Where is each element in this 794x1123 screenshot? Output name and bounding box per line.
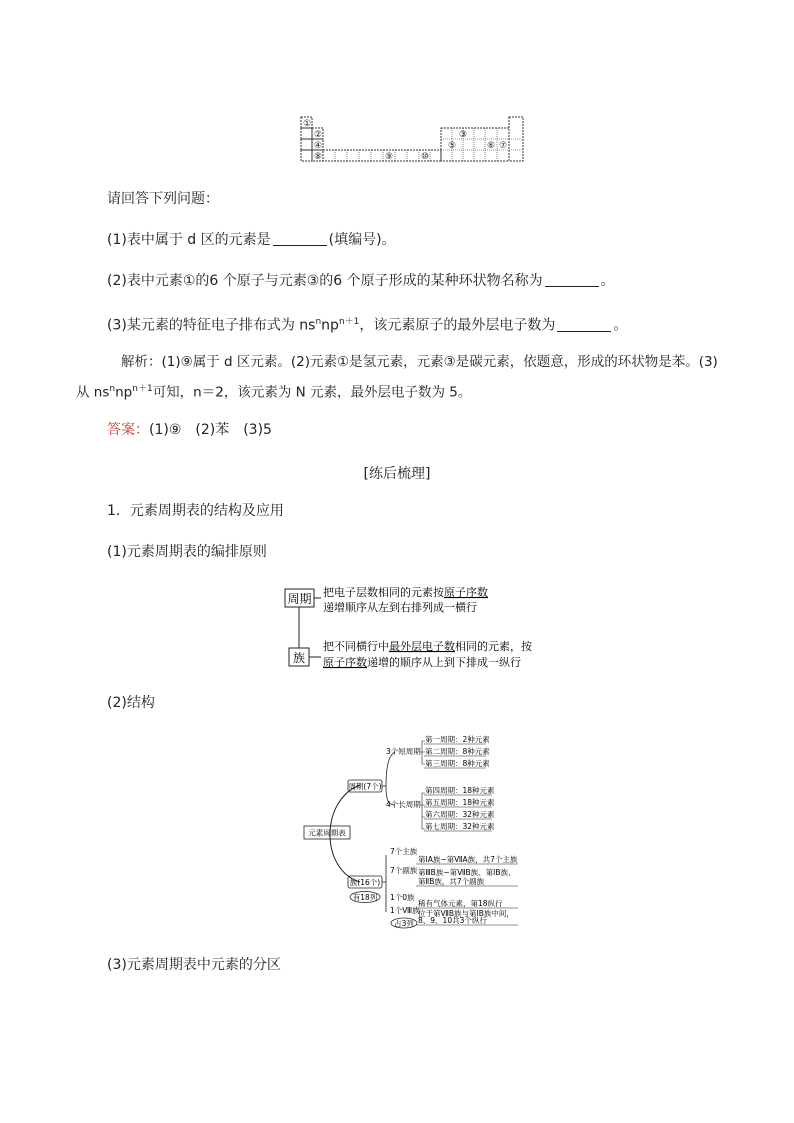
period-2: 第二周期：8种元素: [425, 747, 490, 756]
sub-groups-label: 7个副族: [390, 866, 418, 875]
cell-2: ②: [313, 130, 323, 140]
main-groups-label: 7个主族: [390, 847, 418, 856]
q2-text-b: 。: [600, 273, 615, 289]
three-columns-label: 占3列: [394, 919, 414, 928]
groups-label: 族(16个): [349, 878, 381, 887]
root-label: 元素周期表: [308, 828, 346, 838]
cell-6: ⑥: [486, 141, 496, 151]
q3-sup-1: n: [315, 317, 322, 327]
eighteen-columns-label: 有18列: [352, 893, 378, 902]
period-4: 第四周期：18种元素: [425, 786, 495, 795]
q1-blank: [273, 231, 327, 246]
cell-1: ①: [302, 119, 312, 129]
group-text-2a: 原子序数: [323, 656, 367, 669]
q3-blank: [557, 317, 611, 332]
answer-text: (1)⑨ (2)苯 (3)5: [149, 422, 272, 438]
group-label: 族: [292, 651, 306, 665]
analysis-line-2-b: 可知，n＝2，该元素为 N 元素，最外层电子数为 5。: [152, 384, 472, 401]
q2-text-a: (2)表中元素①的6 个原子与元素③的6 个原子形成的某种环状物名称为: [107, 273, 543, 289]
cell-5: ⑤: [447, 141, 457, 151]
group-text-1: [323, 639, 533, 653]
sub-groups-desc-1: 第ⅢB族~第ⅦB族、第ⅠB族、: [418, 868, 516, 877]
q1-text-b: (填编号)。: [328, 232, 396, 248]
period-text-2: 递增顺序从左到右排列成一横行: [323, 601, 477, 614]
short-periods-label: 3个短周期: [386, 747, 421, 756]
periodic-table-figure: [298, 116, 528, 162]
cell-9: ⑨: [384, 152, 394, 162]
q1-text-a: (1)表中属于 d 区的元素是: [107, 232, 271, 248]
cell-3: ③: [458, 130, 468, 140]
q3-text-c: 。: [613, 317, 628, 334]
group-text-2b: 递增的顺序从上到下排成一纵行: [367, 656, 521, 669]
structure-diagram: [300, 730, 530, 930]
analysis-mid: np: [115, 384, 133, 401]
section-title: [练后梳理]: [363, 466, 431, 482]
period-3: 第三周期：8种元素: [425, 759, 490, 768]
period-text-1: [323, 585, 488, 599]
group-text-2: [323, 655, 521, 669]
sub-3-title: (3)元素周期表中元素的分区: [107, 957, 281, 973]
q3-sup-2: n＋1: [338, 317, 360, 327]
cell-8: ⑧: [313, 152, 323, 162]
period-1: 第一周期：2种元素: [425, 735, 490, 744]
long-periods-label: 4个长周期: [386, 800, 421, 809]
zero-group-desc: 稀有气体元素，第18纵行: [418, 899, 503, 908]
cell-7: ⑦: [498, 141, 508, 151]
analysis-line-2-a: 从 ns: [76, 384, 110, 401]
sub-groups-desc-2: 第ⅡB族，共7个副族: [418, 877, 485, 886]
main-groups-desc: 第ⅠA族~第ⅦA族，共7个主族: [418, 855, 518, 864]
sub-1-title: (1)元素周期表的编排原则: [107, 544, 267, 560]
group-text-1c: 相同的元素，按: [455, 640, 532, 653]
analysis-line-2: [76, 379, 471, 403]
q3-text-b: ，该元素原子的最外层电子数为: [359, 317, 556, 334]
question-1: [107, 230, 396, 250]
question-intro: 请回答下列问题：: [107, 191, 219, 207]
q2-blank: [545, 272, 599, 287]
analysis-sup-1: n: [109, 384, 116, 394]
cell-4: ④: [313, 141, 323, 151]
group-text-1b: 最外层电子数: [389, 640, 455, 653]
period-text-1a: 把电子层数相同的元素按: [323, 586, 444, 599]
item-1-title: 1．元素周期表的结构及应用: [107, 503, 284, 519]
q3-text-a: (3)某元素的特征电子排布式为 ns: [107, 317, 316, 334]
group-viii-label: 1个Ⅷ族: [390, 906, 420, 915]
period-label: 周期: [287, 592, 312, 606]
period-text-1b: 原子序数: [444, 586, 488, 599]
question-3: [107, 312, 627, 336]
analysis-line-1: 解析：(1)⑨属于 d 区元素。(2)元素①是氢元素，元素③是碳元素，依题意，形成的环状物是苯。(3): [121, 354, 718, 370]
sub-2-title: (2)结构: [107, 695, 155, 711]
period-5: 第五周期：18种元素: [425, 798, 495, 807]
group-text-1a: 把不同横行中: [323, 640, 389, 653]
question-2: [107, 271, 615, 291]
answer-label: 答案：: [107, 422, 149, 438]
group-viii-desc-2: 8、9、10共3个纵行: [418, 916, 487, 925]
principles-diagram: [283, 580, 553, 670]
q3-mid: np: [321, 317, 339, 334]
cell-10: ⑩: [420, 152, 430, 162]
period-7: 第七周期：32种元素: [425, 822, 495, 831]
analysis-sup-2: n＋1: [132, 384, 153, 394]
answer-line: [107, 420, 272, 440]
periods-label: 周期(7个): [348, 782, 382, 791]
zero-group-label: 1个0族: [390, 893, 415, 902]
group-viii-desc-1: 位于第ⅦB族与第ⅠB族中间，: [418, 909, 514, 918]
period-6: 第六周期：32种元素: [425, 810, 495, 819]
